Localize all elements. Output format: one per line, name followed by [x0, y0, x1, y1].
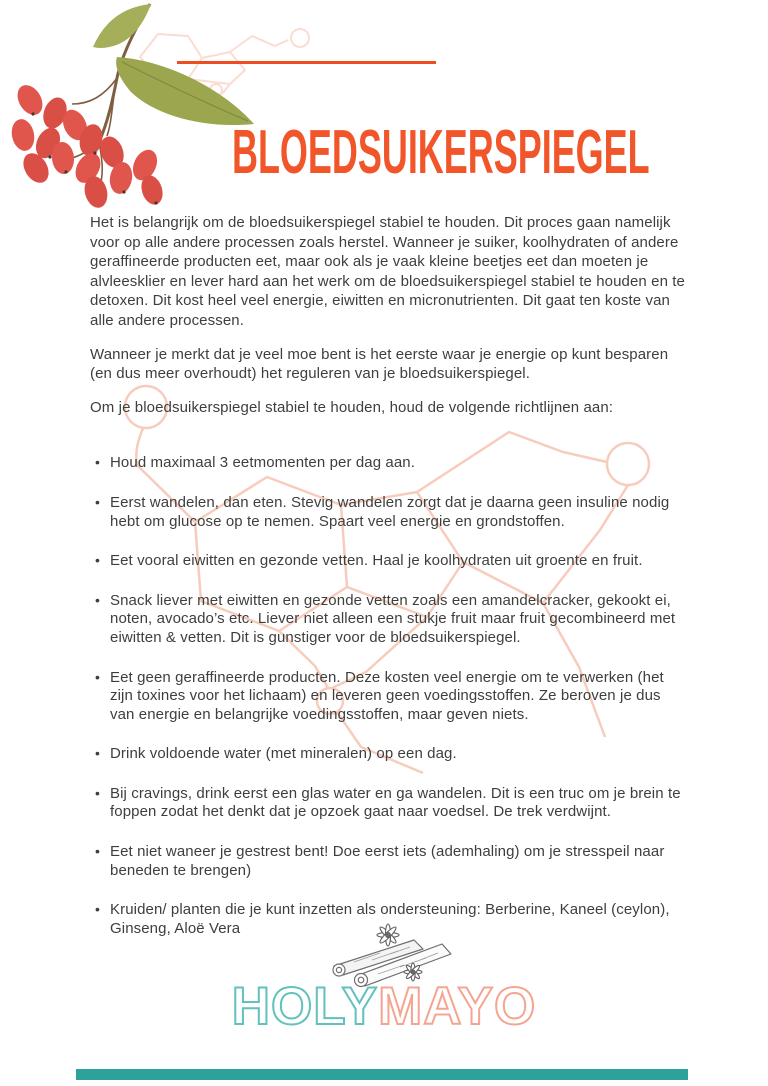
title-divider	[177, 61, 436, 64]
guideline-item: • Houd maximaal 3 eetmomenten per dag aan.	[90, 454, 688, 473]
intro-paragraph: Om je bloedsuikerspiegel stabiel te houden, houd de volgende richtlijnen aan:	[90, 398, 614, 416]
intro-paragraphs	[90, 213, 690, 417]
intro-paragraph: Wanneer je merkt dat je veel moe bent is het eerste waar je energie op kunt besparen (en dus meer overhoudt) het reguleren van je bloedsuikerspiegel.	[90, 345, 669, 383]
guideline-item: • Eet niet waneer je gestrest bent! Doe eerst iets (ademhaling) om je stresspeil naar beneden te brengen)	[90, 843, 688, 880]
guideline-item: • Eerst wandelen, dan eten. Stevig wandelen zorgt dat je daarna geen insuline nodig hebt om glucose op te nemen. Spaart veel energie en grondstoffen.	[90, 494, 688, 531]
berry-branch-illustration	[0, 0, 260, 212]
intro-paragraph: Het is belangrijk om de bloedsuikerspiegel stabiel te houden. Dit proces gaan namelijk voor op alle andere processen zoals herstel. Wanneer je suiker, koolhydraten of andere geraffineerde producten eet, maar ook als je vaak kleine beetjes eet dan moeten je alvleesklier en lever hard aan het werk om de bloedsuikerspiegel stabiel te houden en te detoxen. Dit kost heel veel energie, eiwitten en micronutrienten. Dit gaat ten koste van alle andere processen.	[90, 214, 685, 329]
guideline-item: • Bij cravings, drink eerst een glas water en ga wandelen. Dit is een truc om je brein te foppen zodat het denkt dat je opzoek gaat naar voedsel. De trek verdwijnt.	[90, 785, 688, 822]
brand-logo	[0, 977, 768, 1036]
logo-mayo: MAYO	[378, 977, 537, 1036]
guideline-item: • Snack liever met eiwitten en gezonde vetten zoals een amandelcracker, gekookt ei, noten, avocado’s etc. Liever niet alleen een stukje fruit maar fruit gecombineerd met eiwitten & vetten. Dit is gunstiger voor de bloedsuikerspiegel.	[90, 592, 688, 648]
guidelines-list	[90, 454, 688, 938]
footer-accent-bar	[76, 1069, 688, 1080]
logo-holy: HOLY	[231, 977, 379, 1036]
guideline-item: • Drink voldoende water (met mineralen) op een dag.	[90, 745, 688, 764]
page-title: BLOEDSUIKERSPIEGEL	[232, 118, 650, 187]
guideline-item: • Eet vooral eiwitten en gezonde vetten. Haal je koolhydraten uit groente en fruit.	[90, 552, 688, 571]
guideline-item: • Eet geen geraffineerde producten. Deze kosten veel energie om te verwerken (het zijn toxines voor het lichaam) en leveren geen voedingsstoffen. Ze beroven je dus van energie en belangrijke voedingsstoffen, maar geven niets.	[90, 669, 688, 725]
main-content	[90, 213, 690, 959]
guideline-item: • Kruiden/ planten die je kunt inzetten als ondersteuning: Berberine, Kaneel (ceylon), Ginseng, Aloë Vera	[90, 901, 688, 938]
